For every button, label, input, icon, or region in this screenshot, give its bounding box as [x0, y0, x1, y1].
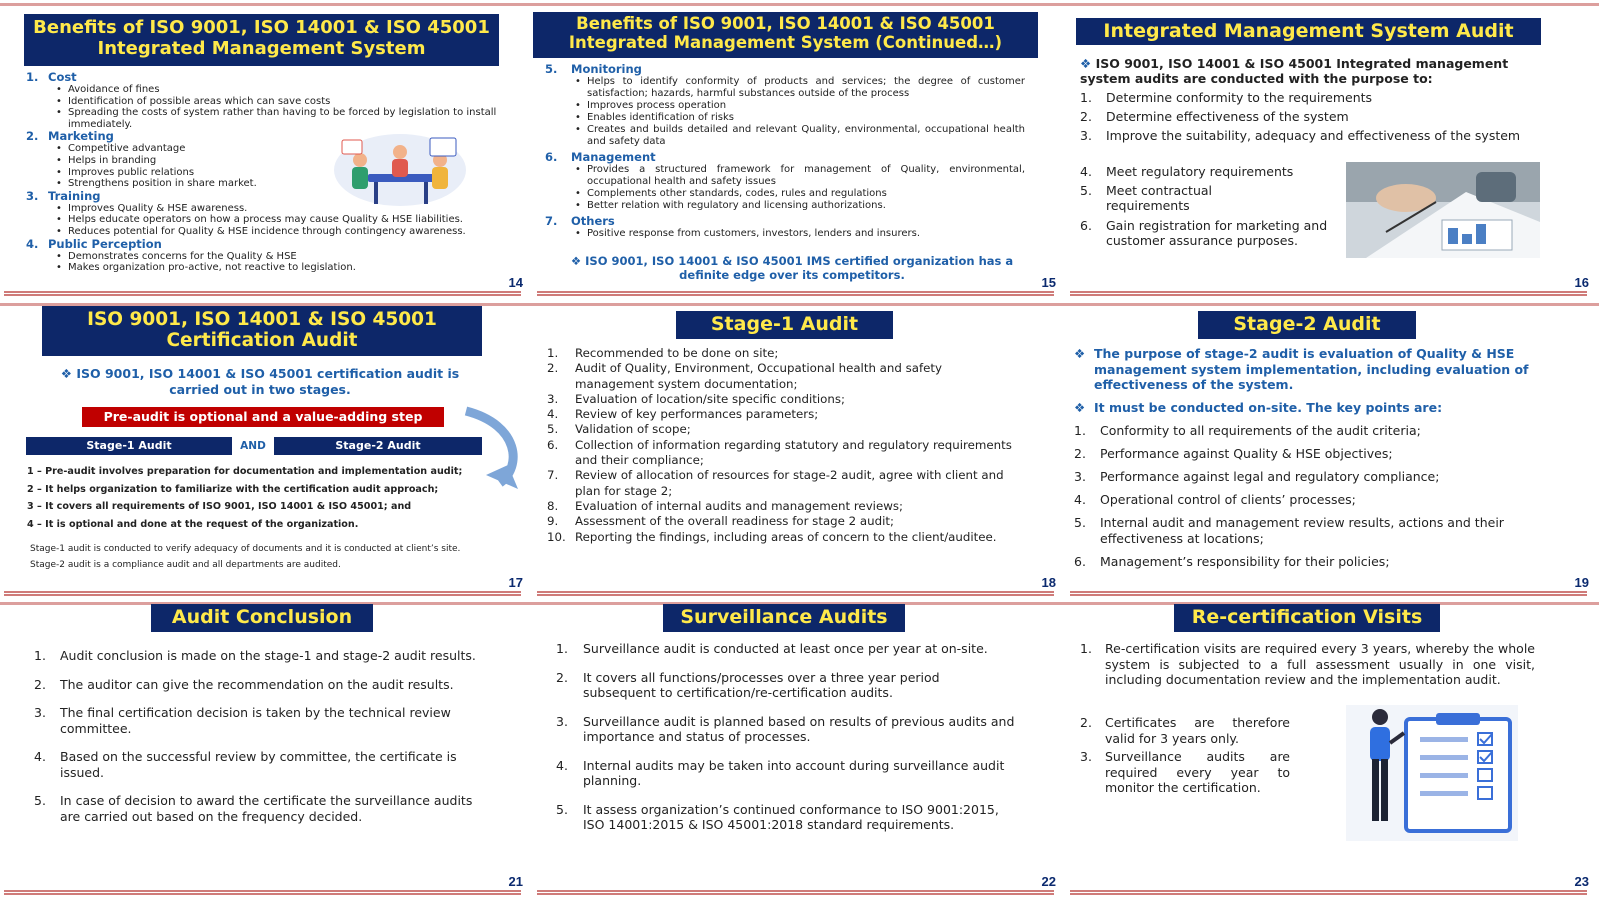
section-training: 3. Training • Improves Quality & HSE awareness. • Helps educate operators on how a process may cause Quality & HSE liabilities. • Reduces potential for Quality & HSE incidence through contingency awareness. — [26, 190, 501, 238]
slide-title: Audit Conclusion — [151, 604, 373, 632]
bottom-divider — [4, 890, 521, 895]
list-item: 6. Management’s responsibility for their policies; — [1074, 553, 1390, 569]
list-item: 3. Surveillance audit is planned based on results of previous audits and importance and status of processes. — [556, 713, 1015, 744]
list-item: • Demonstrates concerns for the Quality & HSE — [52, 251, 501, 263]
list-item: 2. The auditor can give the recommendation on the audit results. — [34, 676, 454, 692]
slide-22[interactable] — [533, 599, 1066, 899]
slide-title: ISO 9001, ISO 14001 & ISO 45001 Certification Audit — [42, 306, 482, 356]
diamond-bullet-icon: ❖ — [60, 366, 77, 381]
intro-statement: ❖ ISO 9001, ISO 14001 & ISO 45001 certification audit is carried out in two stages. — [60, 366, 460, 397]
page-number: 16 — [1574, 275, 1589, 290]
bottom-divider — [1070, 591, 1587, 596]
list-item: • Better relation with regulatory and licensing authorizations. — [571, 200, 1025, 212]
slide-title: Stage-1 Audit — [676, 311, 893, 339]
page-number: 14 — [508, 275, 523, 290]
slide-14[interactable] — [0, 0, 533, 300]
slide-title: Integrated Management System Audit — [1076, 18, 1541, 45]
list-item: 4. Internal audits may be taken into account during surveillance audit planning. — [556, 757, 1005, 788]
list-item: • Complements other standards, codes, rules and regulations — [571, 188, 1025, 200]
page-number: 21 — [508, 874, 523, 889]
list-item: 10. Reporting the findings, including areas of concern to the client/auditee. — [547, 529, 997, 544]
bottom-divider — [1070, 890, 1587, 895]
list-item: • Improves Quality & HSE awareness. — [52, 203, 501, 215]
list-item: 4. Review of key performances parameters; — [547, 407, 819, 422]
list-item: 1 – Pre-audit involves preparation for documentation and implementation audit; — [27, 466, 463, 477]
list-item: 1. Audit conclusion is made on the stage-1 and stage-2 audit results. — [34, 648, 476, 663]
stage-1-list — [547, 346, 1022, 545]
benefits-list-continued — [545, 62, 1025, 240]
page-number: 22 — [1041, 874, 1056, 889]
recert-items — [1080, 715, 1290, 796]
list-item: • Makes organization pro-active, not reactive to legislation. — [52, 262, 501, 274]
list-item: 8. Evaluation of internal audits and management reviews; — [547, 498, 903, 513]
stage-2-note: Stage-2 audit is a compliance audit and all departments are audited. — [30, 560, 341, 570]
top-divider — [1066, 3, 1599, 6]
list-item: 1. Re-certification visits are required every 3 years, whereby the whole system is subjected to a full assessment usually in one visit, including documentation review and the implementation audit. — [1080, 641, 1535, 687]
checklist-illustration — [1336, 703, 1526, 843]
list-item: • Spreading the costs of system rather than having to be forced by legislation to install immediately. — [52, 107, 501, 130]
list-item: • Helps educate operators on how a process may cause Quality & HSE liabilities. — [52, 214, 501, 226]
list-item: 5. Internal audit and management review results, actions and their effectiveness at locations; — [1074, 515, 1504, 546]
section-monitoring: 5. Monitoring • Helps to identify conformity of products and services; the degree of customer satisfaction; hazards, harmful substances outside of the process • Improves process operation • Enables identification of risks • Creates and builds detailed and relevant Quality, environmental, occupational health and safety data — [545, 62, 1025, 148]
diamond-bullet-icon: ❖ — [1074, 400, 1086, 415]
slide-title: Surveillance Audits — [663, 604, 905, 632]
list-item: • Helps in branding — [52, 155, 501, 167]
slide-title: Stage-2 Audit — [1198, 311, 1416, 339]
bottom-divider — [537, 291, 1054, 296]
pre-audit-banner: Pre-audit is optional and a value-adding step — [82, 407, 444, 427]
list-item: 2. It covers all functions/processes over a three year period subsequent to certification/re-certification audits. — [556, 669, 940, 700]
list-item: 6. Collection of information regarding statutory and regulatory requirements and their compliance; — [547, 437, 1012, 468]
top-divider — [1066, 303, 1599, 306]
slide-title: Benefits of ISO 9001, ISO 14001 & ISO 45001 Integrated Management System (Continued…) — [533, 12, 1038, 58]
bottom-divider — [537, 591, 1054, 596]
slide-15[interactable] — [533, 0, 1066, 300]
stage-1-label: Stage-1 Audit — [26, 437, 232, 455]
conclusion-note: ❖ ISO 9001, ISO 14001 & ISO 45001 IMS certified organization has a definite edge over its competitors. — [570, 254, 1014, 282]
list-item: 2 – It helps organization to familiarize with the certification audit approach; — [27, 483, 439, 495]
list-item: 2. Certificates are therefore valid for 3 years only. — [1080, 715, 1290, 746]
section-public-perception: 4. Public Perception • Demonstrates concerns for the Quality & HSE • Makes organization pro-active, not reactive to legislation. — [26, 238, 501, 274]
bottom-divider — [4, 291, 521, 296]
and-label: AND — [240, 440, 266, 452]
top-divider — [0, 3, 533, 6]
team-meeting-illustration — [330, 130, 470, 210]
list-item: 2. Performance against Quality & HSE objectives; — [1074, 446, 1393, 461]
stage-2-label: Stage-2 Audit — [274, 437, 482, 455]
list-item: 3. Evaluation of location/site specific conditions; — [547, 391, 845, 406]
stage-notes — [30, 541, 490, 573]
list-item: • Improves public relations — [52, 167, 501, 179]
slide-23[interactable] — [1066, 599, 1599, 899]
diamond-bullet-icon: ❖ — [570, 254, 586, 268]
slide-title: Re-certification Visits — [1174, 604, 1440, 632]
list-item: 3. Performance against legal and regulatory compliance; — [1074, 469, 1440, 484]
slide-title: Benefits of ISO 9001, ISO 14001 & ISO 45001 Integrated Management System — [24, 14, 499, 66]
list-item: 3 – It covers all requirements of ISO 9001, ISO 14001 & ISO 45001; and — [27, 501, 412, 512]
list-item: • Creates and builds detailed and relevant Quality, environmental, occupational health and safety data — [571, 124, 1025, 148]
slide-17[interactable] — [0, 300, 533, 600]
page-number: 17 — [508, 575, 523, 590]
list-item: • Identification of possible areas which can save costs — [52, 96, 501, 108]
section-others: 7. Others • Positive response from customers, investors, lenders and insurers. — [545, 214, 1025, 240]
diamond-bullet-icon: ❖ — [1074, 346, 1086, 361]
list-item: 4. Based on the successful review by committee, the certificate is issued. — [34, 749, 457, 780]
recert-item-1 — [1080, 641, 1535, 688]
slide-18[interactable] — [533, 300, 1066, 600]
slide-21[interactable] — [0, 599, 533, 899]
list-item: 3. The final certification decision is taken by the technical review committee. — [34, 705, 451, 736]
top-divider — [533, 3, 1066, 6]
surveillance-list — [556, 641, 1016, 833]
purpose-statement: ❖ The purpose of stage-2 audit is evaluation of Quality & HSE management system implementation, including evaluation of effectiveness of the system. — [1074, 346, 1529, 392]
pre-audit-points — [27, 463, 477, 533]
conclusion-list — [34, 648, 484, 824]
audit-documents-photo — [1346, 162, 1540, 258]
stage-1-note: Stage-1 audit is conducted to verify adequacy of documents and it is conducted at client’s site. — [30, 544, 461, 554]
page-number: 19 — [1574, 575, 1589, 590]
list-item: 3. Surveillance audits are required every year to monitor the certification. — [1080, 749, 1290, 795]
page-number: 18 — [1041, 575, 1056, 590]
list-item: • Provides a structured framework for management of Quality, environmental, occupational health and safety issues — [571, 164, 1025, 188]
list-item: 5. Validation of scope; — [547, 422, 691, 437]
list-item: • Helps to identify conformity of products and services; the degree of customer satisfaction; hazards, harmful substances outside of the process — [571, 76, 1025, 100]
section-cost: 1. Cost • Avoidance of fines • Identification of possible areas which can save costs • Spreading the costs of system rather than having to be forced by legislation to install immediately. — [26, 71, 501, 130]
list-item: • Competitive advantage — [52, 143, 501, 155]
bottom-divider — [1070, 291, 1587, 296]
onsite-statement: ❖ It must be conducted on-site. The key points are: — [1074, 400, 1443, 415]
list-item: • Avoidance of fines — [52, 84, 501, 96]
list-item: 1. Conformity to all requirements of the audit criteria; — [1074, 423, 1421, 438]
list-item: 5. It assess organization’s continued conformance to ISO 9001:2015, ISO 14001:2015 & ISO 45001:2018 standard requirements. — [556, 801, 999, 832]
list-item: 1. Recommended to be done on site; — [547, 346, 779, 360]
list-item: • Positive response from customers, investors, lenders and insurers. — [571, 228, 1025, 240]
list-item: • Reduces potential for Quality & HSE incidence through contingency awareness. — [52, 226, 501, 238]
diamond-bullet-icon: ❖ — [1080, 56, 1096, 71]
key-points-list — [1074, 423, 1544, 569]
list-item: 4 – It is optional and done at the request of the organization. — [27, 518, 359, 530]
list-item: 7. Review of allocation of resources for stage-2 audit, agree with client and plan for stage 2; — [547, 468, 1004, 498]
slide-16[interactable]: Integrated Management System Audit ❖ ISO 9001, ISO 14001 & ISO 45001 Integrated management system audits are conducted with the purpose to: 1. Determine conformity to the requirements 2. Determine effectiveness of the system 3. Improve the suitability, adequacy and effectiveness of the system 4. Meet regulatory requirements 5. Meet contractual requirements 6. Gain registration for marketing and customer assurance purposes. 16 — [1066, 0, 1599, 300]
page-number: 23 — [1574, 874, 1589, 889]
top-divider — [533, 303, 1066, 306]
list-item: 2. Audit of Quality, Environment, Occupational health and safety management system documentation; — [547, 361, 943, 391]
page-number: 15 — [1041, 275, 1056, 290]
list-item: • Improves process operation — [571, 100, 1025, 112]
list-item: 1. Surveillance audit is conducted at least once per year at on-site. — [556, 641, 988, 656]
list-item: 4. Operational control of clients’ processes; — [1074, 492, 1356, 507]
list-item: • Enables identification of risks — [571, 112, 1025, 124]
bottom-divider — [4, 591, 521, 596]
section-marketing: 2. Marketing • Competitive advantage • Helps in branding • Improves public relations • Strengthens position in share market. — [26, 130, 501, 189]
list-item: • Strengthens position in share market. — [52, 178, 501, 190]
section-management: 6. Management • Provides a structured framework for management of Quality, environmental, occupational health and safety issues • Complements other standards, codes, rules and regulations • Better relation with regulatory and licensing authorizations. — [545, 150, 1025, 212]
intro-statement: ❖ ISO 9001, ISO 14001 & ISO 45001 Integrated management system audits are conducted with the purpose to: — [1080, 56, 1509, 86]
bottom-divider — [537, 890, 1054, 895]
slide-19[interactable] — [1066, 300, 1599, 600]
list-item: 5. In case of decision to award the certificate the surveillance audits are carried out based on the frequency decided. — [34, 793, 473, 824]
list-item: 9. Assessment of the overall readiness for stage 2 audit; — [547, 514, 894, 529]
